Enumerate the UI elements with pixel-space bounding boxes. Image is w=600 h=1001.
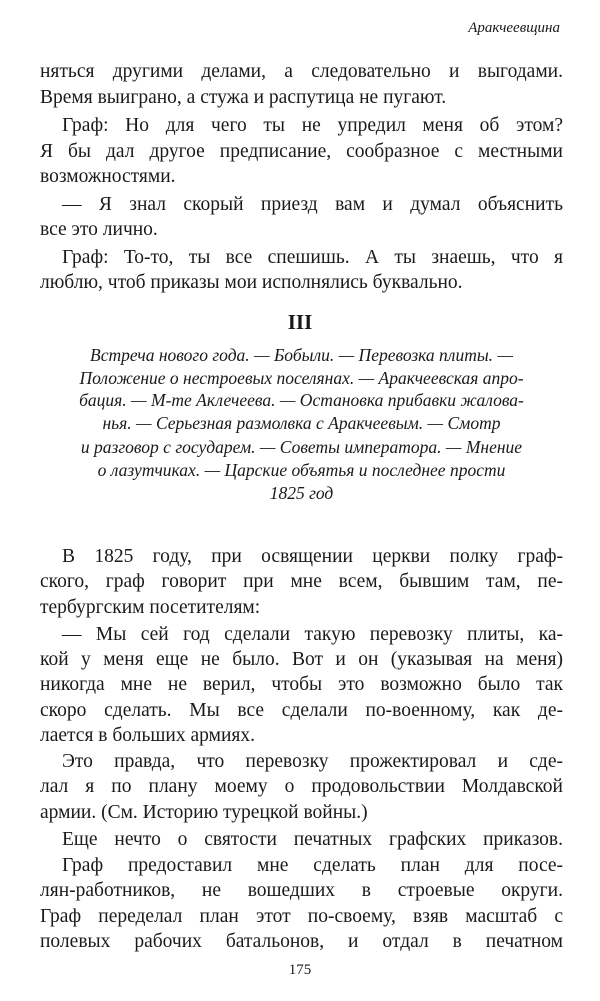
text-line: — Я знал скорый приезд вам и думал объяснить	[62, 194, 563, 215]
text-line: скоро сделать. Мы все сделали по-военному, как де-	[40, 700, 563, 721]
text-line: возможностями.	[40, 166, 176, 187]
summary-line: нья. — Серьезная размолвка с Аракчеевым. — Смотр	[102, 413, 501, 433]
summary-line: 1825 год	[269, 483, 334, 503]
text-line: ского, граф говорит при мне всем, бывшим там, пе-	[40, 571, 563, 592]
text-line: армии. (См. Историю турецкой войны.)	[40, 802, 368, 823]
chapter-heading: III	[287, 310, 313, 334]
text-line: лается в больших армиях.	[40, 725, 255, 746]
text-line: кой у меня еще не было. Вот и он (указывая на меня)	[40, 649, 563, 670]
text-line: Граф: То-то, ты все спешишь. А ты знаешь, что я	[62, 247, 563, 268]
text-line: полевых рабочих батальонов, и отдал в печатном	[40, 931, 563, 952]
text-line: Граф предоставил мне сделать план для посе-	[62, 855, 563, 876]
text-line: тербургским посетителям:	[40, 597, 261, 618]
text-line: лян-работников, не вошедших в строевые округи.	[40, 880, 563, 901]
text-line: Я бы дал другое предписание, сообразное с местными	[40, 141, 563, 162]
text-line: Еще нечто о святости печатных графских приказов.	[62, 829, 563, 850]
text-line: — Мы сей год сделали такую перевозку плиты, ка-	[62, 624, 563, 645]
text-line: никогда мне не верил, чтобы это возможно было так	[40, 674, 563, 695]
text-line: В 1825 году, при освящении церкви полку граф-	[62, 546, 563, 567]
running-head: Аракчеевщина	[468, 20, 560, 36]
text-line: люблю, чтоб приказы мои исполнялись буквально.	[40, 272, 463, 293]
text-line: Граф переделал план этот по-своему, взяв масштаб с	[40, 906, 563, 927]
summary-line: бация. — М-те Аклечеева. — Остановка прибавки жалова-	[79, 390, 524, 410]
text-line: лал я по плану моему о продовольствии Молдавской	[40, 776, 563, 797]
text-line: няться другими делами, а следовательно и выгодами.	[40, 61, 563, 82]
page-number: 175	[288, 962, 312, 978]
summary-line: и разговор с государем. — Советы императора. — Мнение	[80, 437, 523, 457]
text-line: Граф: Но для чего ты не упредил меня об этом?	[62, 115, 563, 136]
text-line: все это лично.	[40, 219, 158, 240]
summary-line: Положение о нестроевых поселянах. — Аракчеевская апро-	[79, 368, 524, 388]
text-line: Время выиграно, а стужа и распутица не пугают.	[40, 87, 447, 108]
summary-line: о лазутчиках. — Царские объятья и последнее прости	[97, 460, 506, 480]
text-line: Это правда, что перевозку прожектировал и сде-	[62, 751, 563, 772]
summary-line: Встреча нового года. — Бобыли. — Перевозка плиты. —	[90, 345, 513, 365]
